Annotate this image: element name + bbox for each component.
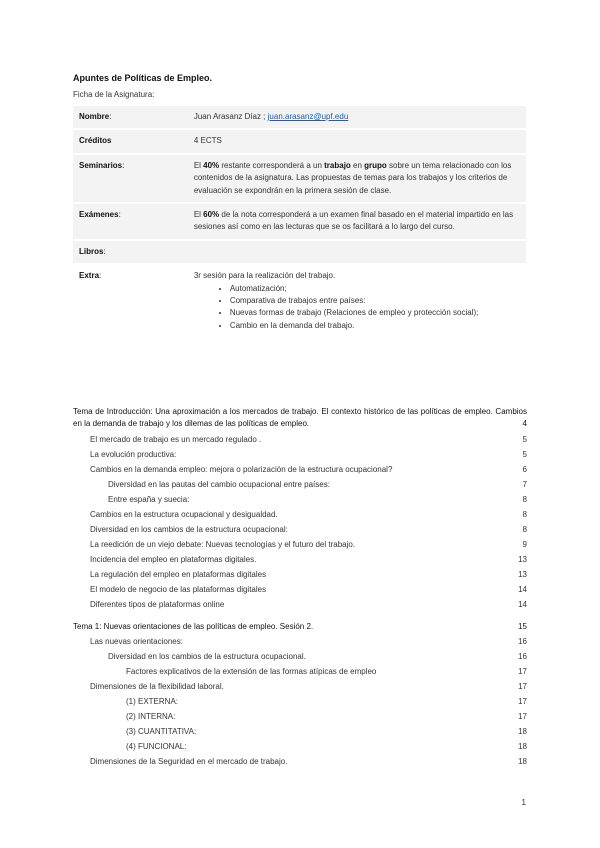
toc-entry[interactable] bbox=[73, 525, 527, 539]
toc-entry-text: Cambios en la estructura ocupacional y desigualdad. bbox=[90, 510, 278, 519]
libros-value bbox=[188, 241, 526, 263]
nombre-value: Juan Arasanz Díaz ; juan.arasanz@upf.edu bbox=[188, 106, 526, 128]
toc-entry-text: Entre españa y suecia: bbox=[108, 495, 190, 504]
table-row bbox=[73, 106, 526, 128]
toc-entry[interactable] bbox=[73, 540, 527, 554]
toc-page-number: 18 bbox=[518, 727, 527, 736]
toc-entry[interactable] bbox=[73, 667, 527, 681]
document-title: Apuntes de Políticas de Empleo. bbox=[73, 73, 213, 83]
toc-entry-text: (2) INTERNA: bbox=[126, 712, 176, 721]
toc-entry-text: Diversidad en los cambios de la estructura ocupacional: bbox=[90, 525, 288, 534]
toc-entry-text: (3) CUANTITATIVA: bbox=[126, 727, 197, 736]
toc-entry[interactable] bbox=[73, 742, 527, 756]
toc-page-number: 9 bbox=[522, 540, 527, 549]
table-row bbox=[73, 265, 526, 337]
toc-entry-text: El mercado de trabajo es un mercado regulado . bbox=[90, 435, 262, 444]
toc-page-number: 5 bbox=[522, 450, 527, 459]
toc-entry-text: Incidencia del empleo en plataformas digitales. bbox=[90, 555, 257, 564]
extra-intro: 3r sesión para la realización del trabajo. bbox=[193, 271, 336, 281]
toc-entry-text: (1) EXTERNA: bbox=[126, 697, 179, 706]
creditos-label: Créditos bbox=[73, 130, 188, 152]
toc-page-number: 17 bbox=[518, 712, 527, 721]
list-item: • Nuevas formas de trabajo (Relaciones de empleo y protección social); bbox=[230, 307, 520, 319]
examenes-value: El 60% de la nota corresponderá a un examen final basado en el material impartido en las sesiones así como en las lecturas que se os facilitará a lo largo del curso. bbox=[188, 204, 526, 239]
toc-entry-text: Dimensiones de la flexibilidad laboral. bbox=[90, 682, 224, 691]
toc-entry[interactable] bbox=[73, 682, 527, 696]
toc-entry[interactable] bbox=[73, 697, 527, 711]
course-info-table bbox=[73, 104, 526, 339]
toc-entry-text: El modelo de negocio de las plataformas digitales bbox=[90, 585, 267, 594]
toc-entry-text: Las nuevas orientaciones: bbox=[90, 637, 183, 646]
toc-entry[interactable] bbox=[73, 600, 527, 614]
toc-entry[interactable] bbox=[73, 637, 527, 651]
creditos-value: 4 ECTS bbox=[188, 130, 526, 152]
toc-entry[interactable] bbox=[73, 555, 527, 569]
extra-label: Extra: bbox=[73, 265, 188, 337]
toc-entry[interactable] bbox=[73, 585, 527, 599]
toc-entry[interactable] bbox=[73, 757, 527, 771]
table-row bbox=[73, 204, 526, 239]
toc-heading-tema1-text: Tema 1: Nuevas orientaciones de las políticas de empleo. Sesión 2. bbox=[73, 622, 314, 631]
toc-entry[interactable] bbox=[73, 465, 527, 479]
toc-page-number: 17 bbox=[518, 667, 527, 676]
seminarios-value: El 40% restante corresponderá a un trabajo en grupo sobre un tema relacionado con los contenidos de la asignatura. Las propuestas de temas para los trabajos y los criterios de evaluación se expondrán en la primera sesión de clase. bbox=[188, 155, 526, 202]
toc-entry-text: Diversidad en las pautas del cambio ocupacional entre países: bbox=[108, 480, 330, 489]
toc-entry[interactable] bbox=[73, 510, 527, 524]
toc-entry-text: La reedición de un viejo debate: Nuevas tecnologías y el futuro del trabajo. bbox=[90, 540, 356, 549]
toc-entry[interactable] bbox=[73, 450, 527, 464]
table-row bbox=[73, 241, 526, 263]
toc-entry[interactable] bbox=[73, 435, 527, 449]
document-subtitle: Ficha de la Asignatura: bbox=[73, 90, 155, 99]
page-number: 1 bbox=[521, 798, 526, 807]
toc-entry-text: Dimensiones de la Seguridad en el mercado de trabajo. bbox=[90, 757, 288, 766]
list-item: • Cambio en la demanda del trabajo. bbox=[230, 320, 520, 332]
seminarios-label: Seminarios: bbox=[73, 155, 188, 202]
toc-entry[interactable] bbox=[73, 480, 527, 494]
toc-page-number: 16 bbox=[518, 637, 527, 646]
toc-page-number: 8 bbox=[522, 495, 527, 504]
extra-list bbox=[194, 283, 520, 333]
toc-heading-intro-text: Tema de Introducción: Una aproximación a los mercados de trabajo. El contexto histórico de las políticas de empleo. Cambios en la demanda de trabajo y los dilemas de las políticas de empleo. bbox=[73, 407, 527, 428]
list-item: • Comparativa de trabajos entre países: bbox=[230, 295, 520, 307]
toc-entry[interactable] bbox=[73, 652, 527, 666]
toc-entry-text: Diferentes tipos de plataformas online bbox=[90, 600, 225, 609]
examenes-label: Exámenes: bbox=[73, 204, 188, 239]
toc-page-number: 17 bbox=[518, 682, 527, 691]
toc-page-number: 17 bbox=[518, 697, 527, 706]
toc-page-number: 18 bbox=[518, 742, 527, 751]
toc-page-number: 14 bbox=[518, 585, 527, 594]
toc-page-number: 6 bbox=[522, 465, 527, 474]
email-link[interactable]: juan.arasanz@upf.edu bbox=[267, 112, 349, 121]
toc-page-number: 18 bbox=[518, 757, 527, 766]
toc-entry-text: Factores explicativos de la extensión de las formas atípicas de empleo bbox=[126, 667, 377, 676]
table-row bbox=[73, 155, 526, 202]
toc-page-number: 8 bbox=[522, 525, 527, 534]
toc-page-number: 13 bbox=[518, 570, 527, 579]
toc-heading-tema1[interactable] bbox=[73, 622, 527, 636]
libros-label: Libros: bbox=[73, 241, 188, 263]
toc-page-number: 16 bbox=[518, 652, 527, 661]
toc-entry-text: (4) FUNCIONAL: bbox=[126, 742, 187, 751]
toc-page-number: 7 bbox=[522, 480, 527, 489]
toc-entry-text: Cambios en la demanda empleo: mejora o polarización de la estructura ocupacional? bbox=[90, 465, 393, 474]
extra-value bbox=[188, 265, 526, 337]
toc-page-number: 5 bbox=[522, 435, 527, 444]
list-item: • Automatización; bbox=[230, 283, 520, 295]
toc-entry[interactable] bbox=[73, 495, 527, 509]
toc-page-number: 15 bbox=[518, 622, 527, 631]
toc-entry[interactable] bbox=[73, 727, 527, 741]
table-row bbox=[73, 130, 526, 152]
toc-entry-text: La regulación del empleo en plataformas digitales bbox=[90, 570, 267, 579]
toc-entry[interactable] bbox=[73, 712, 527, 726]
toc-entry[interactable] bbox=[73, 570, 527, 584]
toc-entry-text: La evolución productiva: bbox=[90, 450, 177, 459]
toc-page-number: 8 bbox=[522, 510, 527, 519]
nombre-label: Nombre: bbox=[73, 106, 188, 128]
toc-heading-intro[interactable] bbox=[73, 406, 527, 430]
toc-page-number: 4 bbox=[522, 419, 527, 428]
toc-page-number: 14 bbox=[518, 600, 527, 609]
toc-entry-text: Diversidad en los cambios de la estructura ocupacional. bbox=[108, 652, 306, 661]
toc-page-number: 13 bbox=[518, 555, 527, 564]
